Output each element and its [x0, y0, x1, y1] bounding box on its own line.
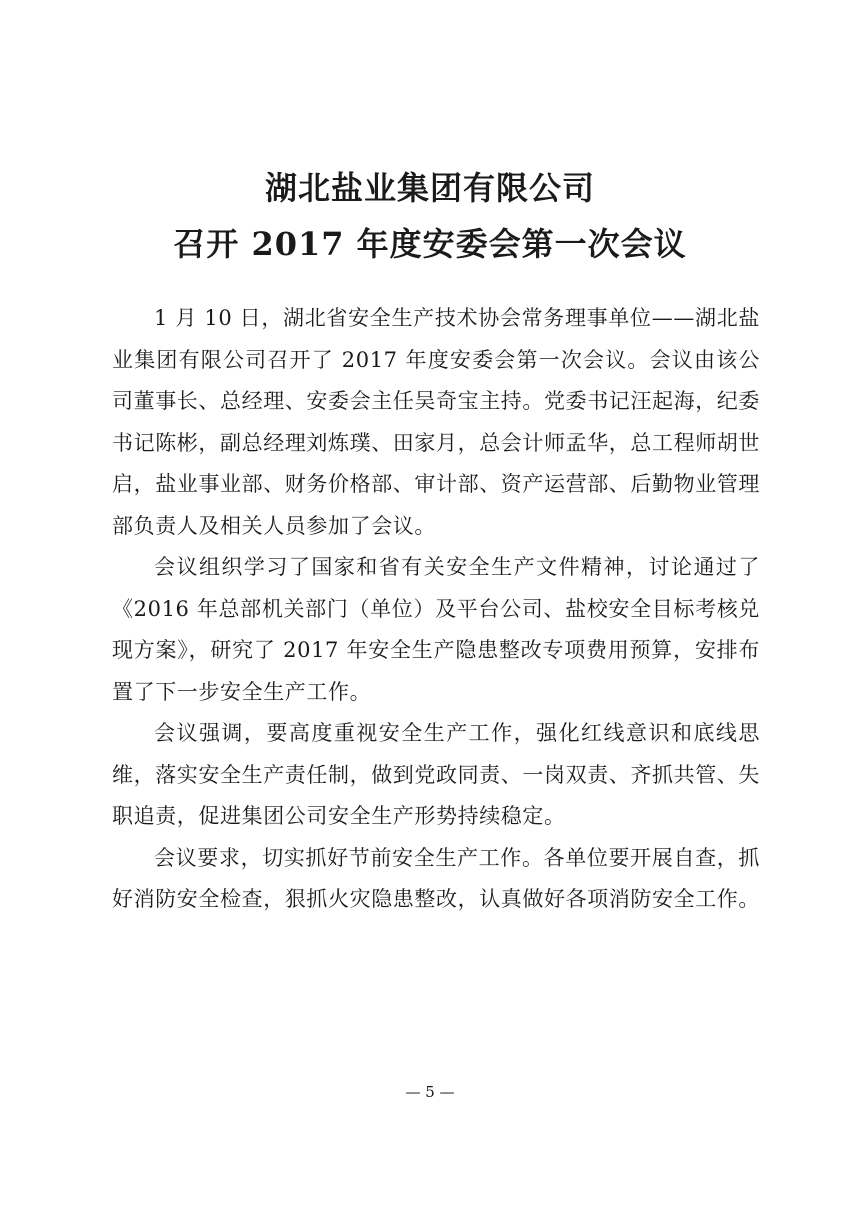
page-number: — 5 — — [405, 1083, 455, 1101]
paragraph-3: 会议强调，要高度重视安全生产工作，强化红线意识和底线思维，落实安全生产责任制，做到党政同责、一岗双责、齐抓共管、失职追责，促进集团公司安全生产形势持续稳定。 — [112, 721, 760, 828]
title-line-1: 湖北盐业集团有限公司 — [264, 169, 595, 207]
body-text — [112, 298, 760, 921]
title-line-2: 召开 2017 年度安委会第一次会议 — [173, 225, 687, 263]
title-block — [0, 160, 860, 272]
paragraph-2: 会议组织学习了国家和省有关安全生产文件精神，讨论通过了《2016 年总部机关部门（单位）及平台公司、盐校安全目标考核兑现方案》，研究了 2017 年安全生产隐患整改专项费用预算，安排布置了下一步安全生产工作。 — [112, 555, 760, 704]
paragraph-1: 1 月 10 日，湖北省安全生产技术协会常务理事单位——湖北盐业集团有限公司召开了 2017 年度安委会第一次会议。会议由该公司董事长、总经理、安委会主任吴奇宝主持。党委书记汪起海，纪委书记陈彬，副总经理刘炼璞、田家月，总会计师孟华，总工程师胡世启，盐业事业部、财务价格部、审计部、资产运营部、后勤物业管理部负责人及相关人员参加了会议。 — [112, 306, 760, 538]
paragraph-4: 会议要求，切实抓好节前安全生产工作。各单位要开展自查，抓好消防安全检查，狠抓火灾隐患整改，认真做好各项消防安全工作。 — [112, 845, 760, 911]
